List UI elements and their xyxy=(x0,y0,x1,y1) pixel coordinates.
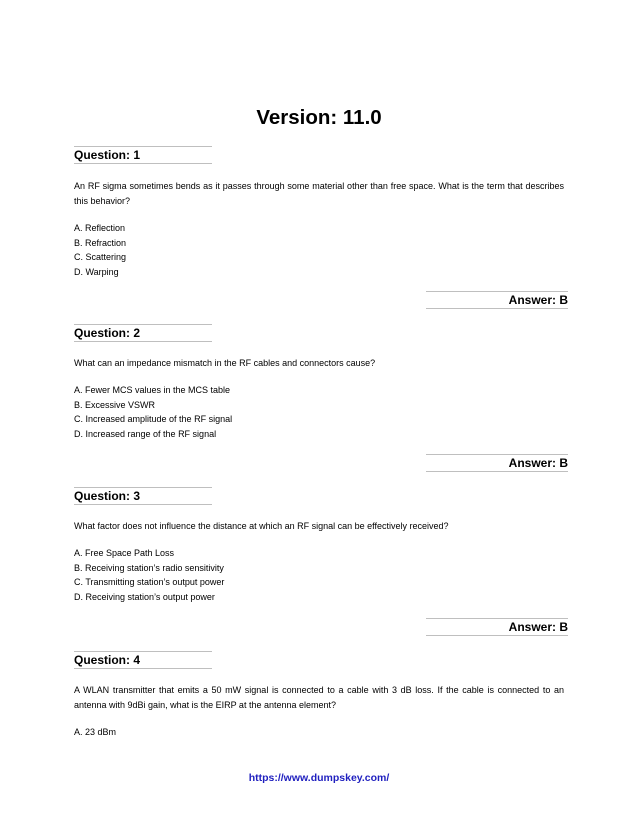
page-title: Version: 11.0 xyxy=(256,106,382,129)
question-3-heading: Question: 3 xyxy=(74,487,212,505)
question-4-heading: Question: 4 xyxy=(74,651,212,669)
question-2-heading: Question: 2 xyxy=(74,324,212,342)
question-1-answer: Answer: B xyxy=(426,291,568,309)
question-1-options xyxy=(74,221,126,279)
question-3-text: What factor does not influence the distance at which an RF signal can be effectively received? xyxy=(74,521,449,531)
question-2-option-c: C. Increased amplitude of the RF signal xyxy=(74,414,233,425)
question-1-option-a: A. Reflection xyxy=(74,223,126,233)
question-1-heading: Question: 1 xyxy=(74,146,212,164)
question-2-answer: Answer: B xyxy=(426,454,568,472)
question-2-option-b: B. Excessive VSWR xyxy=(74,399,156,410)
question-3-option-b: B. Receiving station’s radio sensitivity xyxy=(74,562,224,573)
question-3-answer: Answer: B xyxy=(426,618,568,636)
question-4-options xyxy=(74,725,116,740)
question-4-text: A WLAN transmitter that emits a 50 mW signal is connected to a cable with 3 dB loss. If the cable is connected to an antenna with 9dBi gain, what is the EIRP at the antenna element? xyxy=(74,685,564,710)
question-1-option-d: D. Warping xyxy=(74,266,119,277)
question-2-options xyxy=(74,383,232,441)
question-2-option-d: D. Increased range of the RF signal xyxy=(74,428,217,439)
question-4-option-a: A. 23 dBm xyxy=(74,727,117,737)
question-3-options xyxy=(74,546,224,604)
question-1-text: An RF sigma sometimes bends as it passes through some material other than free space. What is the term that describes this behavior? xyxy=(74,181,564,206)
question-3-option-a: A. Free Space Path Loss xyxy=(74,548,175,558)
question-1-option-c: C. Scattering xyxy=(74,252,127,263)
question-3-option-d: D. Receiving station’s output power xyxy=(74,591,215,602)
question-1-option-b: B. Refraction xyxy=(74,237,127,248)
question-3-option-c: C. Transmitting station’s output power xyxy=(74,577,225,588)
footer-link[interactable]: https://www.dumpskey.com/ xyxy=(248,772,390,784)
question-2-option-a: A. Fewer MCS values in the MCS table xyxy=(74,385,231,395)
question-2-text: What can an impedance mismatch in the RF cables and connectors cause? xyxy=(74,358,376,368)
